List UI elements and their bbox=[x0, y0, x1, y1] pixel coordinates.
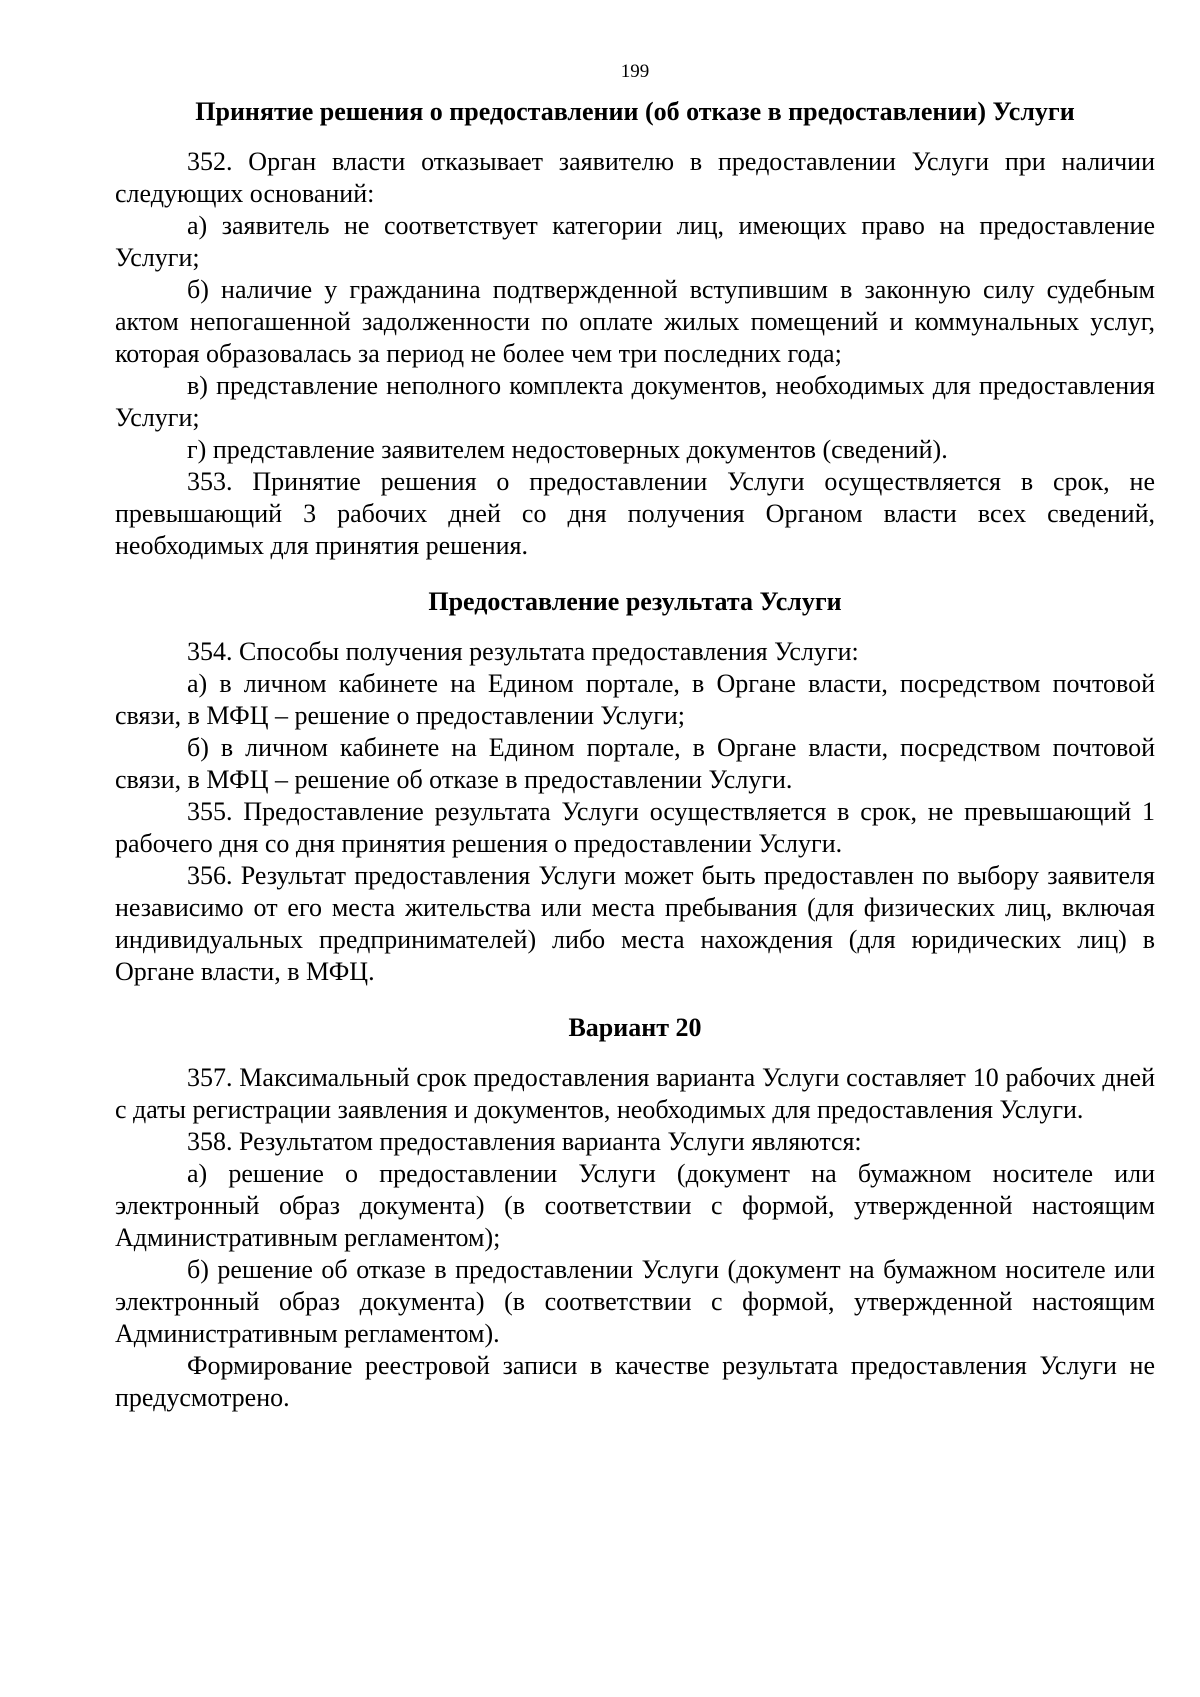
paragraph: Формирование реестровой записи в качестве результата предоставления Услуги не предусмотрено. bbox=[115, 1351, 1155, 1412]
document-page bbox=[115, 60, 1155, 1414]
paragraph: б) решение об отказе в предоставлении Услуги (документ на бумажном носителе или электронный образ документа) (в соответствии с формой, утвержденной настоящим Административным регламентом). bbox=[115, 1255, 1155, 1348]
paragraph: 357. Максимальный срок предоставления варианта Услуги составляет 10 рабочих дней с даты регистрации заявления и документов, необходимых для предоставления Услуги. bbox=[115, 1063, 1155, 1124]
paragraph: а) решение о предоставлении Услуги (документ на бумажном носителе или электронный образ документа) (в соответствии с формой, утвержденной настоящим Административным регламентом); bbox=[115, 1159, 1155, 1252]
paragraph: а) в личном кабинете на Едином портале, в Органе власти, посредством почтовой связи, в МФЦ – решение о предоставлении Услуги; bbox=[115, 669, 1155, 730]
page-number: 199 bbox=[620, 61, 650, 82]
paragraph: 358. Результатом предоставления варианта Услуги являются: bbox=[187, 1127, 862, 1156]
section-heading-decision: Принятие решения о предоставлении (об отказе в предоставлении) Услуги bbox=[195, 97, 1075, 126]
paragraph: б) в личном кабинете на Едином портале, в Органе власти, посредством почтовой связи, в МФЦ – решение об отказе в предоставлении Услуги. bbox=[115, 733, 1155, 794]
paragraph: 352. Орган власти отказывает заявителю в предоставлении Услуги при наличии следующих оснований: bbox=[115, 147, 1155, 208]
paragraph: 355. Предоставление результата Услуги осуществляется в срок, не превышающий 1 рабочего дня со дня принятия решения о предоставлении Услуги. bbox=[115, 797, 1155, 858]
paragraph: б) наличие у гражданина подтвержденной вступившим в законную силу судебным актом непогашенной задолженности по оплате жилых помещений и коммунальных услуг, которая образовалась за период не более чем три последних года; bbox=[115, 275, 1155, 368]
paragraph: г) представление заявителем недостоверных документов (сведений). bbox=[187, 435, 948, 464]
paragraph: 356. Результат предоставления Услуги может быть предоставлен по выбору заявителя независимо от его места жительства или места пребывания (для физических лиц, включая индивидуальных предпринимателей) либо места нахождения (для юридических лиц) в Органе власти, в МФЦ. bbox=[115, 861, 1155, 986]
paragraph: а) заявитель не соответствует категории лиц, имеющих право на предоставление Услуги; bbox=[115, 211, 1155, 272]
section-heading-variant: Вариант 20 bbox=[568, 1013, 702, 1042]
paragraph: 353. Принятие решения о предоставлении Услуги осуществляется в срок, не превышающий 3 рабочих дней со дня получения Органом власти всех сведений, необходимых для принятия решения. bbox=[115, 467, 1155, 560]
section-heading-result: Предоставление результата Услуги bbox=[428, 587, 842, 616]
paragraph: в) представление неполного комплекта документов, необходимых для предоставления Услуги; bbox=[115, 371, 1155, 432]
paragraph: 354. Способы получения результата предоставления Услуги: bbox=[187, 637, 859, 666]
